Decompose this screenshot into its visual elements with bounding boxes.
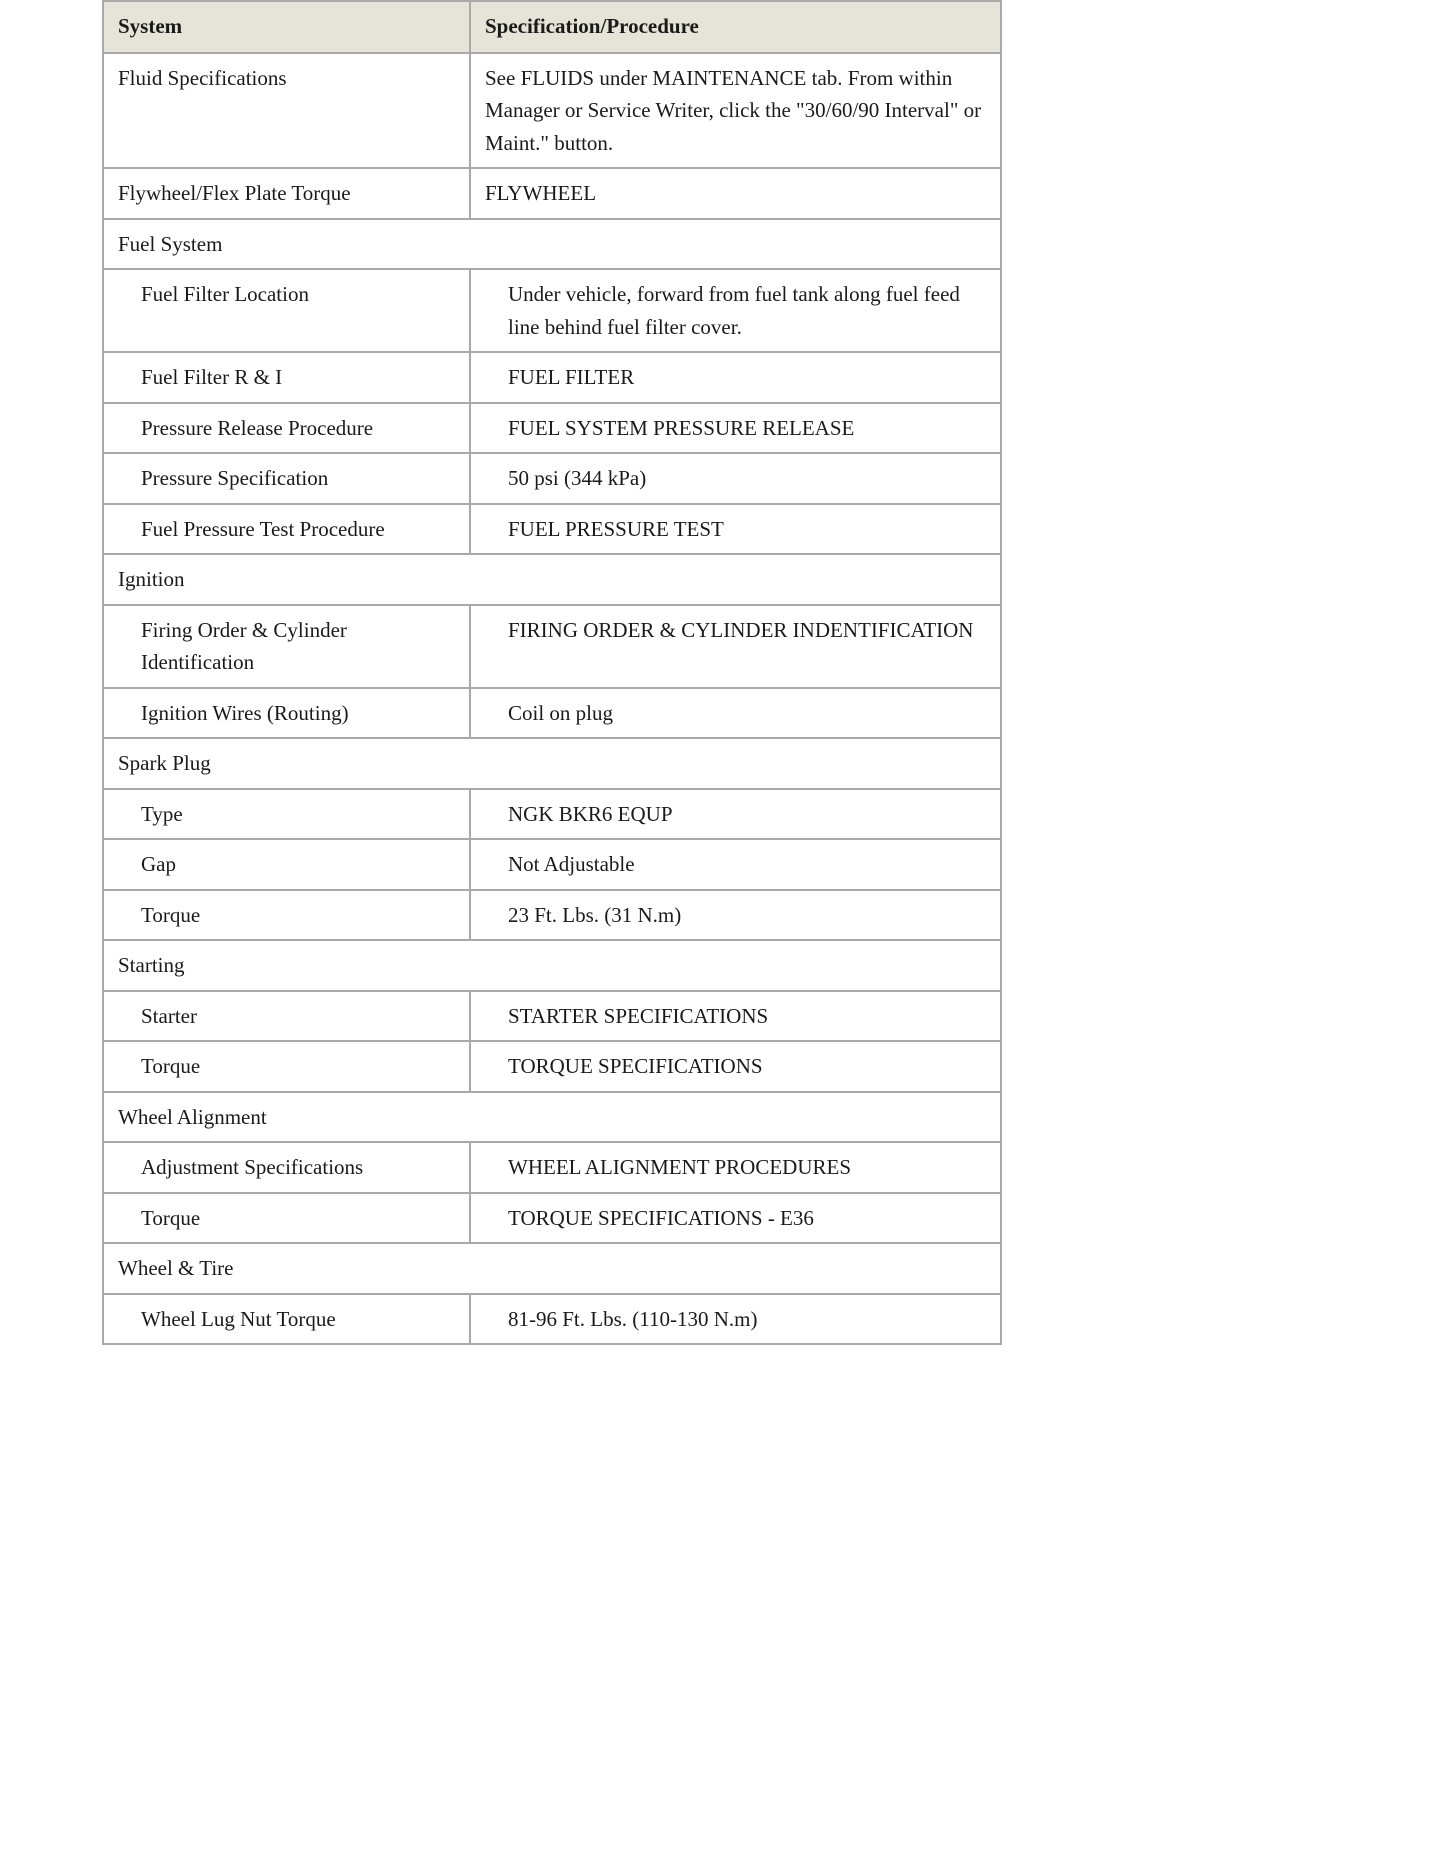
- table-row: [103, 1142, 1001, 1193]
- section-row: [103, 1243, 1001, 1294]
- table-row: [103, 403, 1001, 454]
- section-label: Fuel System: [103, 219, 1001, 270]
- section-label: Ignition: [103, 554, 1001, 605]
- table-row: [103, 890, 1001, 941]
- table-row: [103, 789, 1001, 840]
- specification-cell: NGK BKR6 EQUP: [470, 789, 1001, 840]
- specification-cell: 81-96 Ft. Lbs. (110-130 N.m): [470, 1294, 1001, 1345]
- section-row: [103, 738, 1001, 789]
- header-specification-procedure: Specification/Procedure: [470, 1, 1001, 53]
- specification-cell: FUEL PRESSURE TEST: [470, 504, 1001, 555]
- specification-cell: 50 psi (344 kPa): [470, 453, 1001, 504]
- system-cell: Adjustment Specifications: [103, 1142, 470, 1193]
- system-cell: Fuel Pressure Test Procedure: [103, 504, 470, 555]
- system-cell: Gap: [103, 839, 470, 890]
- system-cell: Firing Order & Cylinder Identification: [103, 605, 470, 688]
- system-cell: Fluid Specifications: [103, 53, 470, 169]
- system-cell: Pressure Specification: [103, 453, 470, 504]
- table-row: [103, 352, 1001, 403]
- table-row: [103, 269, 1001, 352]
- system-cell: Flywheel/Flex Plate Torque: [103, 168, 470, 219]
- system-cell: Pressure Release Procedure: [103, 403, 470, 454]
- specification-cell: Under vehicle, forward from fuel tank along fuel feed line behind fuel filter cover.: [470, 269, 1001, 352]
- system-cell: Torque: [103, 1041, 470, 1092]
- table-row: [103, 688, 1001, 739]
- table-row: [103, 453, 1001, 504]
- table-row: [103, 605, 1001, 688]
- system-cell: Torque: [103, 890, 470, 941]
- section-row: [103, 554, 1001, 605]
- section-row: [103, 1092, 1001, 1143]
- header-row: [103, 1, 1001, 53]
- table-row: [103, 1041, 1001, 1092]
- specification-cell: FUEL SYSTEM PRESSURE RELEASE: [470, 403, 1001, 454]
- specification-cell: FIRING ORDER & CYLINDER INDENTIFICATION: [470, 605, 1001, 688]
- table-row: [103, 53, 1001, 169]
- specification-cell: STARTER SPECIFICATIONS: [470, 991, 1001, 1042]
- specification-cell: FLYWHEEL: [470, 168, 1001, 219]
- table-row: [103, 839, 1001, 890]
- table-row: [103, 504, 1001, 555]
- header-system: System: [103, 1, 470, 53]
- system-cell: Fuel Filter Location: [103, 269, 470, 352]
- specification-cell: 23 Ft. Lbs. (31 N.m): [470, 890, 1001, 941]
- specification-cell: See FLUIDS under MAINTENANCE tab. From within Manager or Service Writer, click the "30/60/90 Interval" or Maint." button.: [470, 53, 1001, 169]
- table-header: [103, 1, 1001, 53]
- table-row: [103, 1294, 1001, 1345]
- section-label: Wheel & Tire: [103, 1243, 1001, 1294]
- table-body: [103, 53, 1001, 1345]
- table-row: [103, 168, 1001, 219]
- system-cell: Wheel Lug Nut Torque: [103, 1294, 470, 1345]
- specification-cell: Coil on plug: [470, 688, 1001, 739]
- specification-cell: TORQUE SPECIFICATIONS: [470, 1041, 1001, 1092]
- system-cell: Starter: [103, 991, 470, 1042]
- system-cell: Type: [103, 789, 470, 840]
- specification-cell: WHEEL ALIGNMENT PROCEDURES: [470, 1142, 1001, 1193]
- section-label: Spark Plug: [103, 738, 1001, 789]
- specification-cell: FUEL FILTER: [470, 352, 1001, 403]
- section-label: Wheel Alignment: [103, 1092, 1001, 1143]
- section-label: Starting: [103, 940, 1001, 991]
- specification-cell: TORQUE SPECIFICATIONS - E36: [470, 1193, 1001, 1244]
- system-cell: Fuel Filter R & I: [103, 352, 470, 403]
- system-cell: Torque: [103, 1193, 470, 1244]
- section-row: [103, 940, 1001, 991]
- section-row: [103, 219, 1001, 270]
- system-cell: Ignition Wires (Routing): [103, 688, 470, 739]
- table-row: [103, 1193, 1001, 1244]
- specification-cell: Not Adjustable: [470, 839, 1001, 890]
- specification-table: [102, 0, 1002, 1345]
- table-row: [103, 991, 1001, 1042]
